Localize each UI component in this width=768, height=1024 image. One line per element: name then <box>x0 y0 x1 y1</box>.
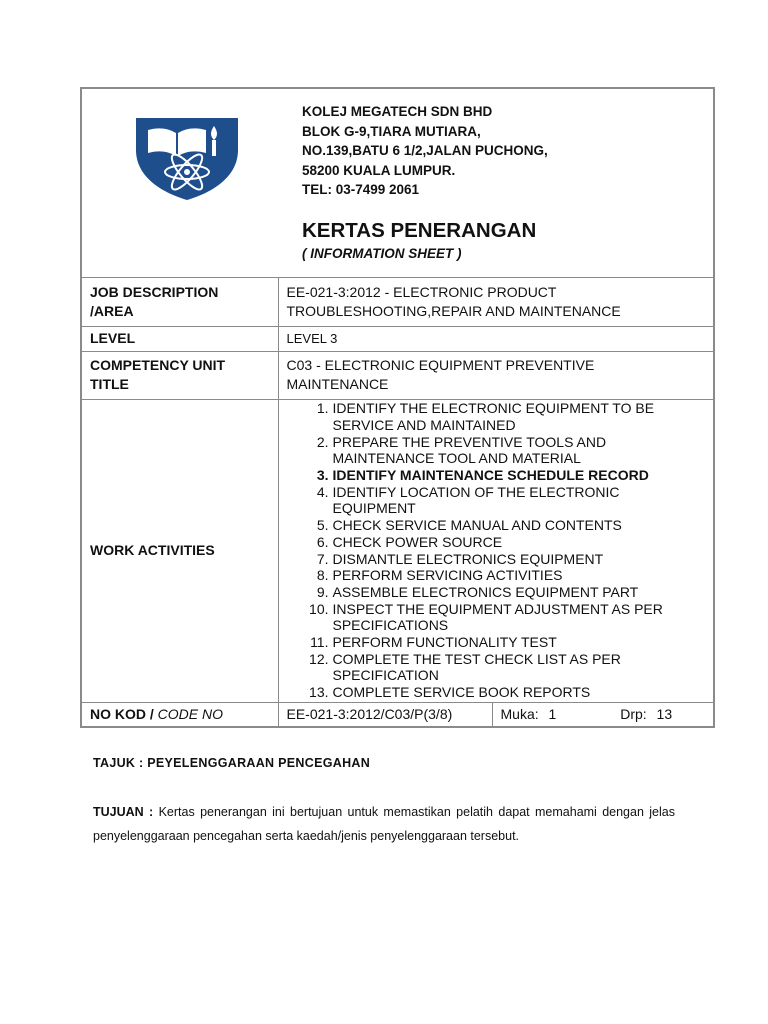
code-label <box>82 702 278 726</box>
objective-label: TUJUAN : <box>93 805 154 819</box>
activity-text: DISMANTLE ELECTRONICS EQUIPMENT <box>332 550 604 567</box>
work-activities-list <box>283 400 712 701</box>
activity-item <box>283 584 712 601</box>
activity-text: COMPLETE SERVICE BOOK REPORTS <box>332 684 591 701</box>
activity-item <box>283 567 712 584</box>
activity-number: 7. <box>316 550 329 567</box>
competency-unit-value <box>278 351 715 399</box>
activity-item <box>283 467 712 484</box>
muka-value: 1 <box>548 705 557 722</box>
activity-number: 13. <box>309 684 329 701</box>
activity-text: IDENTIFY LOCATION OF THE ELECTRONIC EQUIPMENT <box>332 483 620 517</box>
objective-paragraph <box>93 800 675 848</box>
activity-item <box>283 434 712 467</box>
activity-number: 5. <box>316 517 329 534</box>
college-crest-logo <box>134 116 240 200</box>
activity-number: 2. <box>316 433 329 450</box>
activity-item <box>283 551 712 568</box>
job-description-label <box>82 278 278 326</box>
code-label-italic: CODE NO <box>157 705 224 722</box>
competency-unit-row <box>82 351 715 399</box>
activity-number: 10. <box>309 600 329 617</box>
level-label: LEVEL <box>82 326 278 351</box>
value-line: MAINTENANCE <box>286 376 389 392</box>
activity-text: IDENTIFY MAINTENANCE SCHEDULE RECORD <box>332 466 649 483</box>
code-row <box>82 702 715 726</box>
activity-item <box>283 684 712 701</box>
activity-text: IDENTIFY THE ELECTRONIC EQUIPMENT TO BE SERVICE AND MAINTAINED <box>332 400 655 433</box>
activity-number: 11. <box>310 634 329 651</box>
activity-number: 9. <box>316 583 329 600</box>
activity-number: 1. <box>316 400 329 417</box>
information-sheet <box>80 87 715 728</box>
activity-text: ASSEMBLE ELECTRONICS EQUIPMENT PART <box>332 583 639 600</box>
level-row <box>82 326 715 351</box>
document-title: KERTAS PENERANGAN <box>302 219 537 242</box>
address-line: KOLEJ MEGATECH SDN BHD <box>302 104 493 119</box>
activity-item <box>283 484 712 517</box>
activity-text: PERFORM SERVICING ACTIVITIES <box>332 567 563 584</box>
activity-item <box>283 634 712 651</box>
activity-item <box>283 601 712 634</box>
drp-value: 13 <box>656 705 673 722</box>
job-description-row <box>82 278 715 326</box>
label-line: COMPETENCY UNIT <box>90 357 226 373</box>
activity-item <box>283 651 712 684</box>
muka-label: Muka: <box>500 705 539 722</box>
sheet-header <box>82 89 713 278</box>
activity-item <box>283 400 712 433</box>
activity-item <box>283 517 712 534</box>
phone-line: TEL: 03-7499 2061 <box>302 182 420 197</box>
details-table <box>82 278 715 726</box>
objective-text: Kertas penerangan ini bertujuan untuk memastikan pelatih dapat memahami dengan jelas penyelenggaraan pencegahan serta kaedah/jenis penyelenggaraan tersebut. <box>93 805 675 843</box>
level-value: LEVEL 3 <box>278 326 715 351</box>
activity-text: CHECK SERVICE MANUAL AND CONTENTS <box>332 517 622 534</box>
job-description-value <box>278 278 715 326</box>
activity-number: 12. <box>309 650 329 667</box>
drp-label: Drp: <box>620 705 647 722</box>
activity-number: 3. <box>316 466 329 483</box>
activity-text: COMPLETE THE TEST CHECK LIST AS PER SPECIFICATION <box>332 650 621 684</box>
value-line: EE-021-3:2012 - ELECTRONIC PRODUCT <box>286 283 557 300</box>
work-activities-row <box>82 399 715 702</box>
code-value: EE-021-3:2012/C03/P(3/8) <box>278 702 492 726</box>
value-line: TROUBLESHOOTING,REPAIR AND MAINTENANCE <box>286 302 621 319</box>
document-subtitle: ( INFORMATION SHEET ) <box>302 246 462 261</box>
page-info <box>492 702 715 726</box>
activity-text: PREPARE THE PREVENTIVE TOOLS AND MAINTENANCE TOOL AND MATERIAL <box>332 433 607 467</box>
address-line: NO.139,BATU 6 1/2,JALAN PUCHONG, <box>302 143 548 158</box>
address-line: 58200 KUALA LUMPUR. <box>302 162 456 178</box>
activity-text: PERFORM FUNCTIONALITY TEST <box>332 634 557 651</box>
topic-heading: TAJUK : PEYELENGGARAAN PENCEGAHAN <box>93 756 371 770</box>
competency-unit-label <box>82 351 278 399</box>
work-activities-cell <box>278 399 715 702</box>
activity-text: CHECK POWER SOURCE <box>332 533 503 550</box>
value-line: C03 - ELECTRONIC EQUIPMENT PREVENTIVE <box>286 357 595 373</box>
activity-item <box>283 534 712 551</box>
code-label-bold: NO KOD / <box>90 705 154 722</box>
activity-number: 8. <box>316 567 329 584</box>
activity-number: 4. <box>316 483 329 500</box>
label-line: /AREA <box>90 302 134 319</box>
activity-number: 6. <box>316 533 329 550</box>
label-line: JOB DESCRIPTION <box>90 283 219 300</box>
activity-text: INSPECT THE EQUIPMENT ADJUSTMENT AS PER SPECIFICATIONS <box>332 600 663 634</box>
work-activities-label: WORK ACTIVITIES <box>82 399 278 702</box>
college-address <box>302 102 548 200</box>
address-line: BLOK G-9,TIARA MUTIARA, <box>302 123 481 139</box>
label-line: TITLE <box>90 376 129 392</box>
